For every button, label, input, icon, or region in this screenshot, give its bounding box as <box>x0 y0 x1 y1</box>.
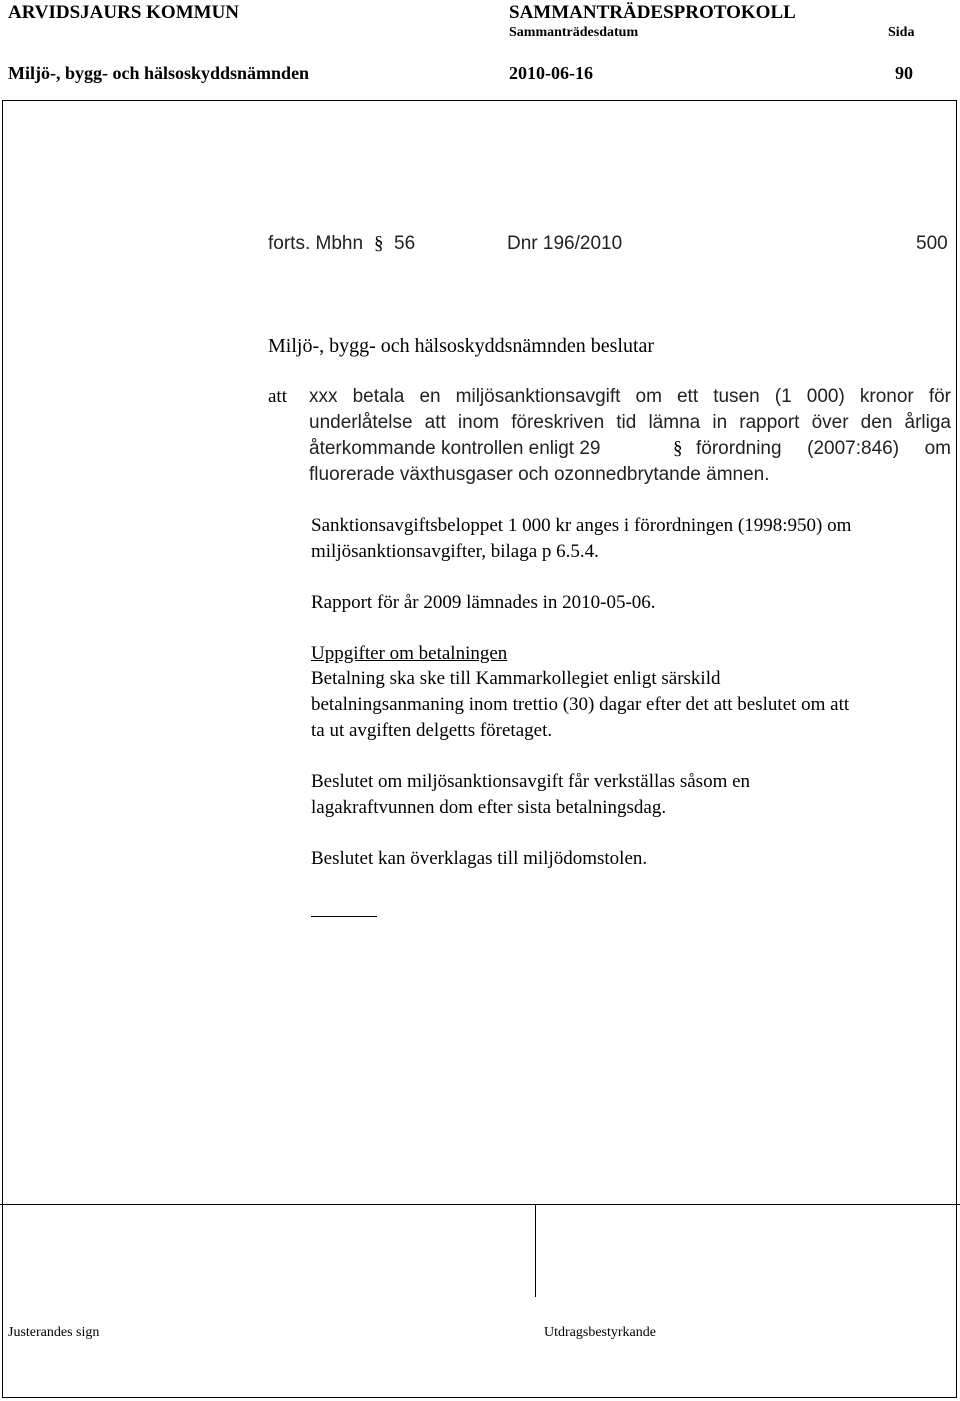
case-code: 500 <box>916 233 948 254</box>
decision-heading: Miljö-, bygg- och hälsoskyddsnämnden beslutar <box>268 335 655 357</box>
sanction-line-1: Sanktionsavgiftsbeloppet 1 000 kr anges i förordningen (1998:950) om <box>311 515 852 536</box>
meeting-date-label: Sammanträdesdatum <box>509 25 639 40</box>
case-dnr: Dnr 196/2010 <box>507 233 623 254</box>
appeal-note: Beslutet kan överklagas till miljödomstolen. <box>311 848 648 869</box>
payment-line-3: ta ut avgiften delgetts företaget. <box>311 720 553 741</box>
enforce-line-2: lagakraftvunnen dom efter sista betalningsdag. <box>311 797 667 818</box>
case-prefix: forts. Mbhn <box>268 233 364 254</box>
payment-heading: Uppgifter om betalningen <box>311 643 508 664</box>
att-label: att <box>268 386 287 407</box>
extract-cert-label: Utdragsbestyrkande <box>544 1325 656 1340</box>
section-symbol: § <box>374 233 384 254</box>
att-line-3-section-symbol: § <box>673 438 683 459</box>
footer-divider <box>0 1204 960 1205</box>
sanction-line-2: miljösanktionsavgifter, bilaga p 6.5.4. <box>311 541 599 562</box>
enforce-line-1: Beslutet om miljösanktionsavgift får verkställas såsom en <box>311 771 751 792</box>
payment-line-2: betalningsanmaning inom trettio (30) dagar efter det att beslutet om att <box>311 694 850 715</box>
municipality-name: ARVIDSJAURS KOMMUN <box>8 2 240 23</box>
adjuster-sign-label: Justerandes sign <box>8 1325 100 1340</box>
footer-column-divider <box>535 1204 536 1297</box>
document-type: SAMMANTRÄDESPROTOKOLL <box>509 2 796 23</box>
att-line-3a: återkommande kontrollen enligt 29 <box>309 438 601 459</box>
closing-rule <box>311 916 377 917</box>
att-line-1: xxx betala en miljösanktionsavgift om ett tusen (1 000) kronor för <box>309 386 951 407</box>
page-label: Sida <box>888 25 915 40</box>
section-number: 56 <box>394 233 416 254</box>
att-line-2: underlåtelse att inom föreskriven tid lämna in rapport över den årliga <box>309 412 951 433</box>
att-line-3b: förordning (2007:846) om <box>696 438 951 459</box>
page-number: 90 <box>895 63 913 83</box>
meeting-date: 2010-06-16 <box>509 63 593 83</box>
committee-name: Miljö-, bygg- och hälsoskyddsnämnden <box>8 63 310 83</box>
payment-line-1: Betalning ska ske till Kammarkollegiet enligt särskild <box>311 668 721 689</box>
att-line-4: fluorerade växthusgaser och ozonnedbrytande ämnen. <box>309 464 770 485</box>
report-note: Rapport för år 2009 lämnades in 2010-05-06. <box>311 592 656 613</box>
